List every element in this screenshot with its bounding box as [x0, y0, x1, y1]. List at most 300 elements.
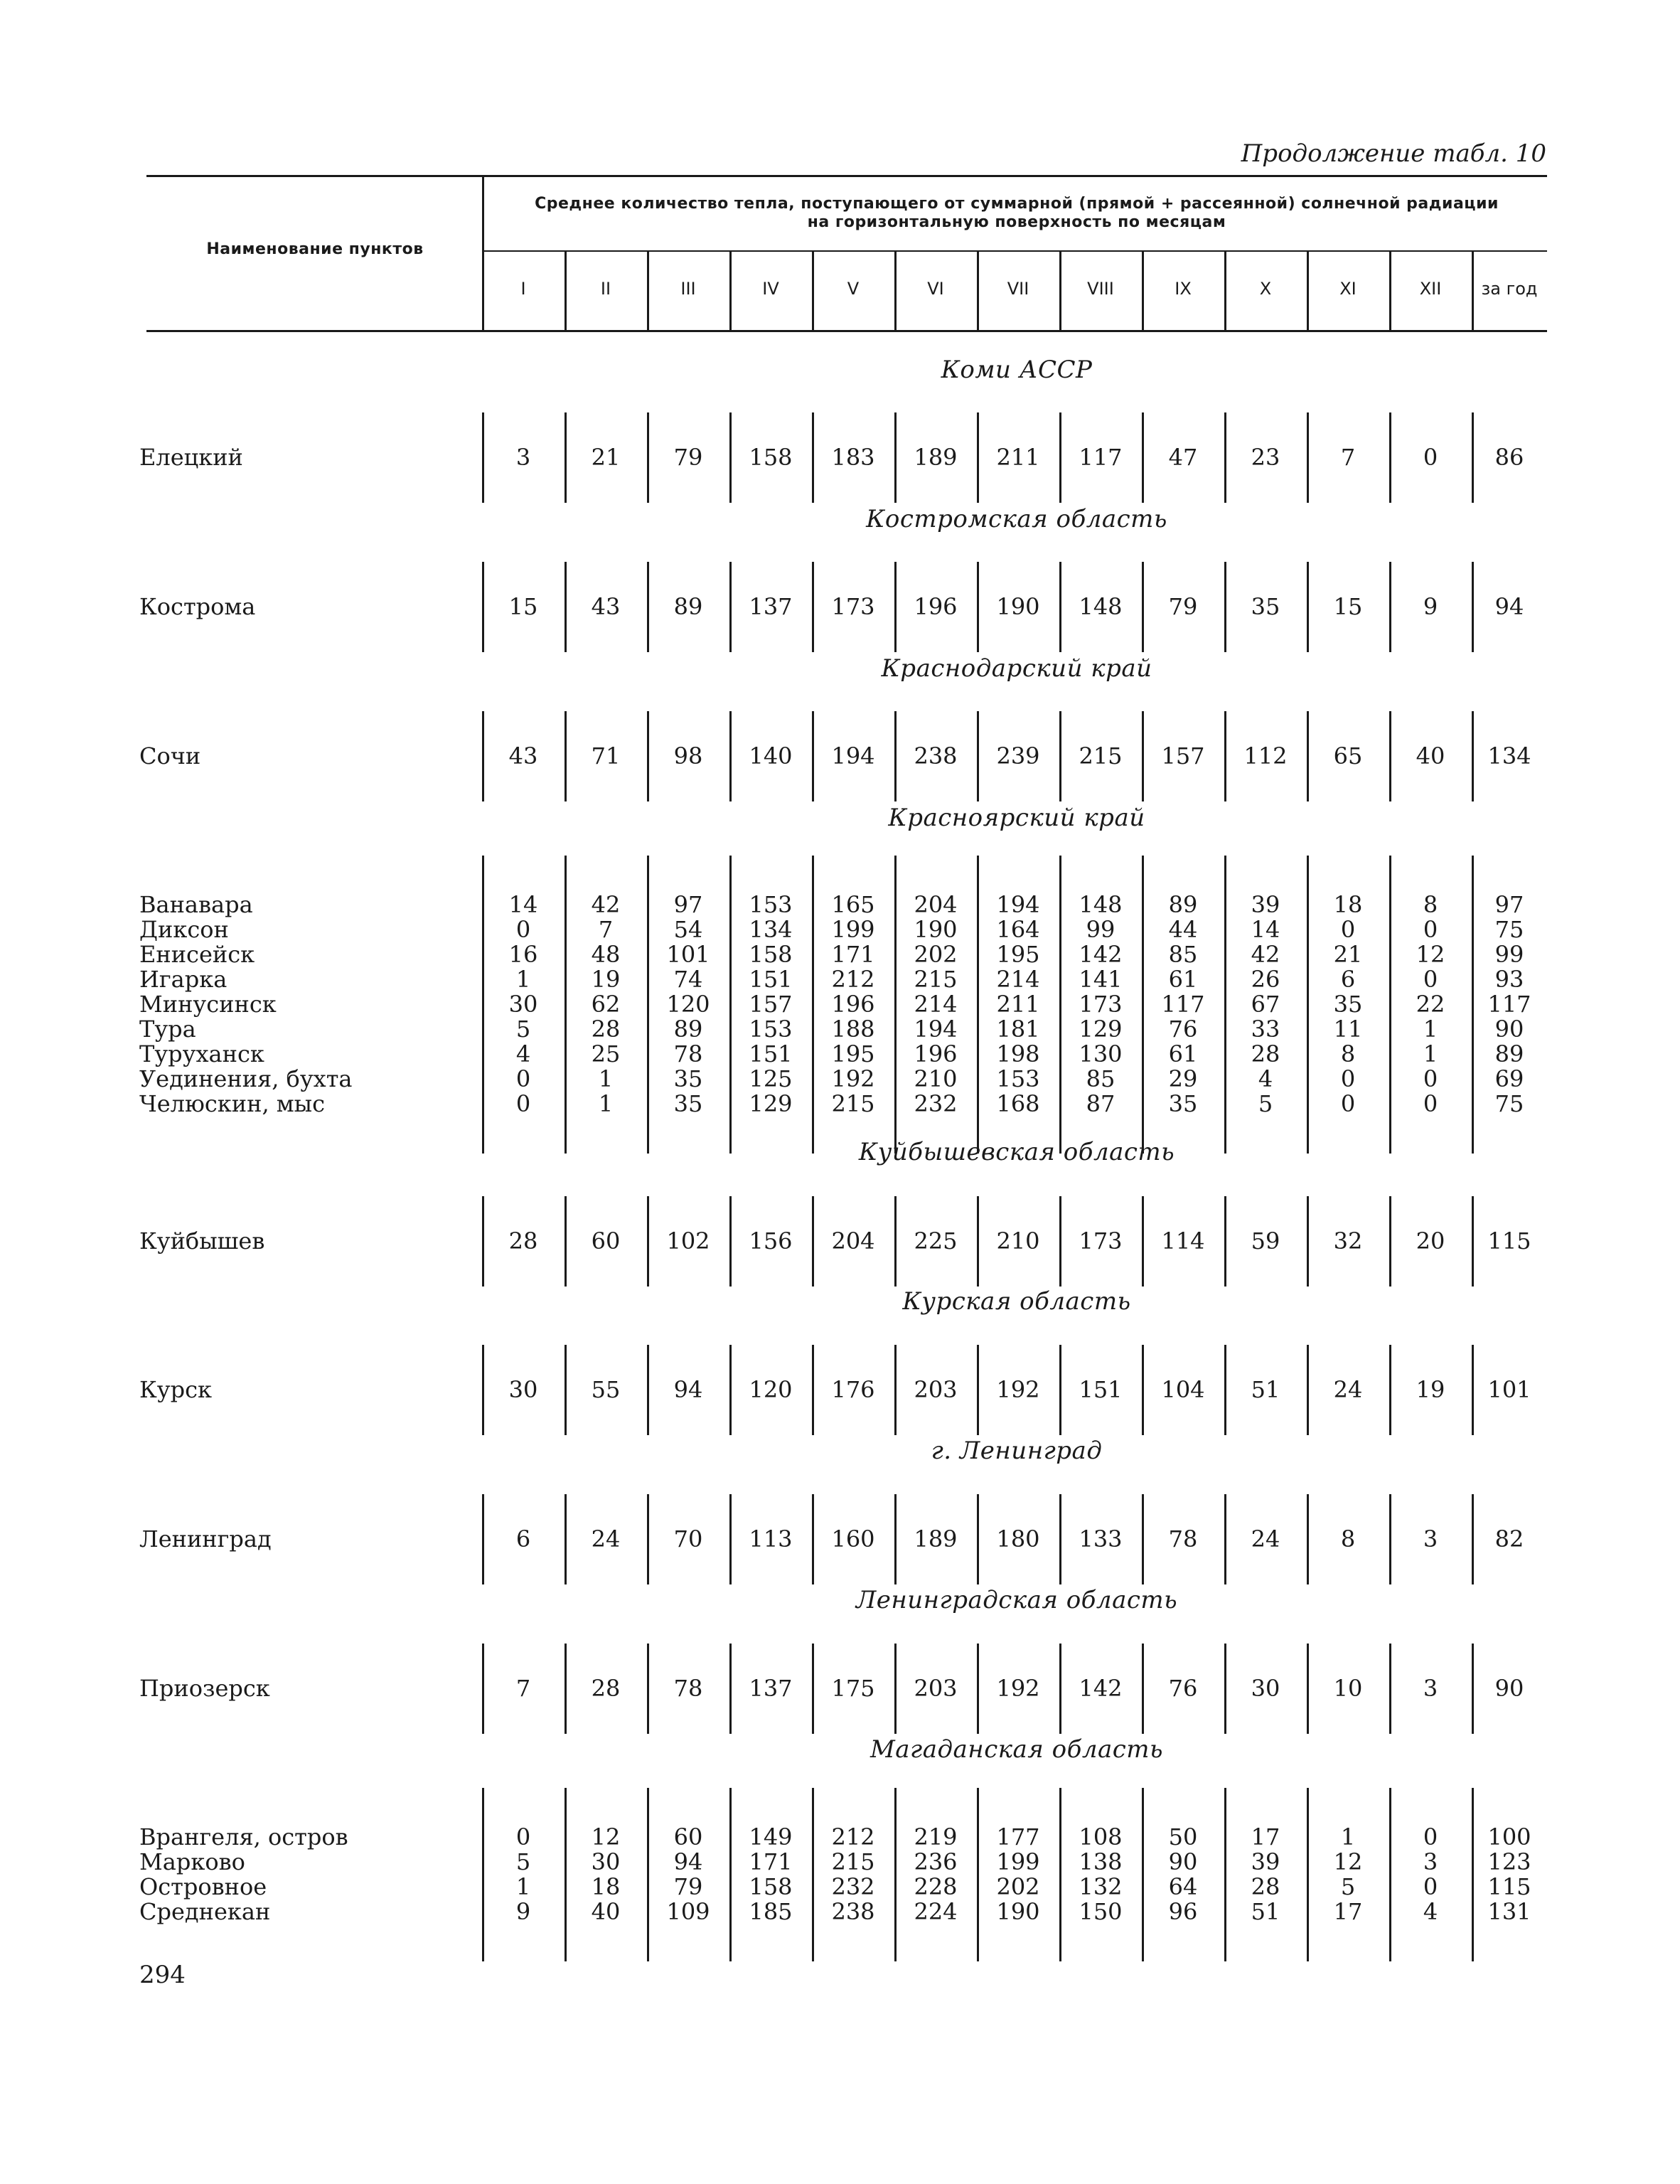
- header-column-separator: [1059, 250, 1061, 330]
- monthly-value: 196: [914, 593, 958, 620]
- monthly-value: 185: [749, 1898, 793, 1925]
- monthly-value: 24: [1251, 1525, 1280, 1552]
- annual-value: 97: [1494, 891, 1524, 918]
- monthly-value: 150: [1079, 1898, 1123, 1925]
- monthly-value: 12: [1416, 941, 1445, 968]
- monthly-value: 199: [831, 916, 875, 943]
- monthly-value: 0: [1340, 1090, 1356, 1117]
- monthly-value: 8: [1340, 1040, 1356, 1067]
- station-name: Игарка: [139, 966, 228, 993]
- monthly-value: 210: [996, 1227, 1040, 1255]
- monthly-value: 85: [1168, 941, 1198, 968]
- header-column-separator: [1142, 250, 1144, 330]
- monthly-value: 17: [1333, 1898, 1363, 1925]
- header-column-separator: [1472, 250, 1474, 330]
- monthly-span-header: [491, 195, 1543, 232]
- monthly-value: 212: [831, 966, 875, 993]
- station-name: Островное: [139, 1873, 267, 1900]
- monthly-value: 25: [591, 1040, 621, 1067]
- monthly-value: 55: [591, 1376, 621, 1403]
- station-name: Минусинск: [139, 991, 277, 1018]
- monthly-value: 194: [914, 1016, 958, 1043]
- monthly-value: 120: [749, 1376, 793, 1403]
- header-column-separator: [565, 250, 567, 330]
- monthly-value: 204: [831, 1227, 875, 1255]
- monthly-value: 113: [749, 1525, 793, 1552]
- monthly-value: 104: [1161, 1376, 1205, 1403]
- monthly-value: 151: [1079, 1376, 1123, 1403]
- section-title: Коми АССР: [941, 356, 1093, 384]
- monthly-value: 51: [1251, 1898, 1280, 1925]
- monthly-value: 50: [1168, 1823, 1198, 1850]
- monthly-value: 0: [1423, 444, 1438, 471]
- monthly-value: 79: [673, 444, 703, 471]
- monthly-value: 175: [831, 1675, 875, 1702]
- monthly-value: 0: [515, 1090, 531, 1117]
- monthly-value: 117: [1079, 444, 1123, 471]
- monthly-value: 7: [1340, 444, 1356, 471]
- monthly-value: 9: [515, 1898, 531, 1925]
- annual-value: 101: [1487, 1376, 1531, 1403]
- monthly-value: 0: [1340, 1065, 1356, 1092]
- monthly-value: 232: [831, 1873, 875, 1900]
- monthly-value: 192: [996, 1675, 1040, 1702]
- station-name: Енисейск: [139, 941, 255, 968]
- station-name: Ванавара: [139, 891, 253, 918]
- monthly-value: 157: [749, 991, 793, 1018]
- monthly-value: 64: [1168, 1873, 1198, 1900]
- monthly-value: 35: [1168, 1090, 1198, 1117]
- monthly-value: 0: [1423, 916, 1438, 943]
- monthly-value: 39: [1251, 1848, 1280, 1875]
- monthly-value: 61: [1168, 1040, 1198, 1067]
- station-name: Ленинград: [139, 1525, 272, 1552]
- annual-value: 75: [1494, 916, 1524, 943]
- annual-value: 99: [1494, 941, 1524, 968]
- monthly-value: 214: [914, 991, 958, 1018]
- monthly-value: 0: [515, 1065, 531, 1092]
- monthly-value: 214: [996, 966, 1040, 993]
- monthly-value: 130: [1079, 1040, 1123, 1067]
- monthly-value: 108: [1079, 1823, 1123, 1850]
- monthly-value: 6: [1340, 966, 1356, 993]
- page-number: 294: [139, 1961, 186, 1989]
- monthly-value: 183: [831, 444, 875, 471]
- station-name: Тура: [139, 1016, 196, 1043]
- monthly-value: 203: [914, 1675, 958, 1702]
- monthly-value: 192: [831, 1065, 875, 1092]
- monthly-value: 215: [1079, 742, 1123, 769]
- monthly-value: 101: [666, 941, 710, 968]
- annual-value: 75: [1494, 1090, 1524, 1117]
- month-header-12: XII: [1419, 279, 1442, 299]
- monthly-value: 4: [1423, 1898, 1438, 1925]
- monthly-value: 194: [996, 891, 1040, 918]
- station-name: Сочи: [139, 742, 201, 769]
- section-title: Краснодарский край: [881, 654, 1152, 683]
- monthly-value: 65: [1333, 742, 1363, 769]
- monthly-value: 74: [673, 966, 703, 993]
- monthly-value: 5: [515, 1848, 531, 1875]
- monthly-value: 4: [515, 1040, 531, 1067]
- monthly-value: 204: [914, 891, 958, 918]
- monthly-value: 21: [1333, 941, 1363, 968]
- monthly-value: 198: [996, 1040, 1040, 1067]
- monthly-value: 42: [591, 891, 621, 918]
- monthly-value: 132: [1079, 1873, 1123, 1900]
- monthly-value: 211: [996, 991, 1040, 1018]
- monthly-value: 96: [1168, 1898, 1198, 1925]
- monthly-value: 89: [673, 1016, 703, 1043]
- monthly-value: 4: [1258, 1065, 1273, 1092]
- monthly-value: 176: [831, 1376, 875, 1403]
- monthly-value: 189: [914, 444, 958, 471]
- monthly-value: 28: [591, 1675, 621, 1702]
- station-name: Курск: [139, 1376, 212, 1403]
- monthly-value: 211: [996, 444, 1040, 471]
- annual-value: 115: [1487, 1227, 1531, 1255]
- monthly-value: 142: [1079, 941, 1123, 968]
- section-title: Красноярский край: [888, 804, 1145, 832]
- monthly-value: 210: [914, 1065, 958, 1092]
- month-header-2: II: [600, 279, 611, 299]
- monthly-value: 7: [515, 1675, 531, 1702]
- monthly-value: 23: [1251, 444, 1280, 471]
- monthly-value: 195: [996, 941, 1040, 968]
- monthly-value: 219: [914, 1823, 958, 1850]
- header-column-separator: [894, 250, 897, 330]
- monthly-value: 44: [1168, 916, 1198, 943]
- monthly-value: 140: [749, 742, 793, 769]
- monthly-value: 199: [996, 1848, 1040, 1875]
- monthly-value: 14: [508, 891, 538, 918]
- monthly-value: 149: [749, 1823, 793, 1850]
- monthly-value: 181: [996, 1016, 1040, 1043]
- monthly-value: 173: [831, 593, 875, 620]
- monthly-value: 215: [914, 966, 958, 993]
- monthly-value: 215: [831, 1848, 875, 1875]
- header-column-separator: [812, 250, 814, 330]
- monthly-value: 59: [1251, 1227, 1280, 1255]
- monthly-value: 87: [1086, 1090, 1115, 1117]
- monthly-value: 137: [749, 593, 793, 620]
- monthly-value: 173: [1079, 991, 1123, 1018]
- header-column-separator: [1307, 250, 1309, 330]
- monthly-value: 42: [1251, 941, 1280, 968]
- monthly-value: 51: [1251, 1376, 1280, 1403]
- monthly-value: 196: [831, 991, 875, 1018]
- monthly-value: 5: [1340, 1873, 1356, 1900]
- monthly-value: 232: [914, 1090, 958, 1117]
- monthly-value: 85: [1086, 1065, 1115, 1092]
- monthly-value: 212: [831, 1823, 875, 1850]
- monthly-value: 20: [1416, 1227, 1445, 1255]
- monthly-value: 29: [1168, 1065, 1198, 1092]
- month-header-5: V: [847, 279, 860, 299]
- monthly-value: 156: [749, 1227, 793, 1255]
- monthly-value: 3: [1423, 1525, 1438, 1552]
- monthly-value: 171: [831, 941, 875, 968]
- monthly-value: 76: [1168, 1675, 1198, 1702]
- monthly-value: 180: [996, 1525, 1040, 1552]
- monthly-value: 18: [1333, 891, 1363, 918]
- monthly-value: 153: [996, 1065, 1040, 1092]
- monthly-value: 137: [749, 1675, 793, 1702]
- month-header-10: X: [1259, 279, 1272, 299]
- monthly-value: 71: [591, 742, 621, 769]
- monthly-value: 89: [1168, 891, 1198, 918]
- monthly-value: 133: [1079, 1525, 1123, 1552]
- month-header-7: VII: [1007, 279, 1029, 299]
- monthly-value: 5: [515, 1016, 531, 1043]
- monthly-value: 148: [1079, 593, 1123, 620]
- monthly-value: 192: [996, 1376, 1040, 1403]
- monthly-value: 15: [508, 593, 538, 620]
- annual-value: 117: [1487, 991, 1531, 1018]
- monthly-value: 61: [1168, 966, 1198, 993]
- monthly-value: 168: [996, 1090, 1040, 1117]
- header-column-separator: [647, 250, 649, 330]
- monthly-value: 1: [598, 1090, 614, 1117]
- monthly-value: 14: [1251, 916, 1280, 943]
- span-header-line-1: Среднее количество тепла, поступающего от суммарной (прямой + рассеянной) солнечной радиации: [535, 195, 1499, 213]
- month-header-3: III: [680, 279, 696, 299]
- monthly-value: 98: [673, 742, 703, 769]
- monthly-value: 153: [749, 1016, 793, 1043]
- monthly-value: 158: [749, 941, 793, 968]
- monthly-value: 1: [515, 1873, 531, 1900]
- month-header-11: XI: [1339, 279, 1357, 299]
- monthly-value: 151: [749, 1040, 793, 1067]
- header-column-separator: [729, 250, 732, 330]
- monthly-value: 120: [666, 991, 710, 1018]
- station-name: Приозерск: [139, 1675, 270, 1702]
- monthly-value: 188: [831, 1016, 875, 1043]
- monthly-value: 78: [1168, 1525, 1198, 1552]
- monthly-value: 11: [1333, 1016, 1363, 1043]
- monthly-value: 76: [1168, 1016, 1198, 1043]
- monthly-value: 47: [1168, 444, 1198, 471]
- monthly-value: 1: [1423, 1016, 1438, 1043]
- monthly-value: 35: [1333, 991, 1363, 1018]
- monthly-value: 129: [749, 1090, 793, 1117]
- monthly-value: 3: [1423, 1675, 1438, 1702]
- monthly-value: 1: [1340, 1823, 1356, 1850]
- monthly-value: 129: [1079, 1016, 1123, 1043]
- monthly-value: 141: [1079, 966, 1123, 993]
- monthly-value: 79: [1168, 593, 1198, 620]
- monthly-value: 94: [673, 1848, 703, 1875]
- month-header-9: IX: [1175, 279, 1192, 299]
- monthly-value: 0: [515, 1823, 531, 1850]
- table-top-rule: [146, 175, 1547, 177]
- monthly-value: 190: [914, 916, 958, 943]
- monthly-value: 0: [1423, 1823, 1438, 1850]
- station-name: Елецкий: [139, 444, 243, 471]
- annual-value: 86: [1494, 444, 1524, 471]
- section-title: Магаданская область: [870, 1735, 1164, 1764]
- monthly-value: 89: [673, 593, 703, 620]
- monthly-value: 224: [914, 1898, 958, 1925]
- monthly-value: 225: [914, 1227, 958, 1255]
- section-title: Курская область: [902, 1287, 1131, 1316]
- monthly-value: 142: [1079, 1675, 1123, 1702]
- monthly-value: 24: [591, 1525, 621, 1552]
- monthly-value: 171: [749, 1848, 793, 1875]
- monthly-value: 158: [749, 1873, 793, 1900]
- monthly-value: 0: [1423, 966, 1438, 993]
- monthly-value: 17: [1251, 1823, 1280, 1850]
- monthly-value: 0: [1423, 1090, 1438, 1117]
- monthly-value: 30: [508, 1376, 538, 1403]
- monthly-value: 90: [1168, 1848, 1198, 1875]
- monthly-value: 10: [1333, 1675, 1363, 1702]
- monthly-value: 151: [749, 966, 793, 993]
- station-name: Туруханск: [139, 1040, 264, 1067]
- monthly-value: 16: [508, 941, 538, 968]
- annual-value: 123: [1487, 1848, 1531, 1875]
- monthly-value: 28: [1251, 1873, 1280, 1900]
- monthly-value: 15: [1333, 593, 1363, 620]
- monthly-value: 60: [591, 1227, 621, 1255]
- monthly-value: 117: [1161, 991, 1205, 1018]
- monthly-value: 12: [591, 1823, 621, 1850]
- monthly-value: 173: [1079, 1227, 1123, 1255]
- station-name: Среднекан: [139, 1898, 271, 1925]
- monthly-value: 18: [591, 1873, 621, 1900]
- monthly-value: 7: [598, 916, 614, 943]
- monthly-value: 109: [666, 1898, 710, 1925]
- monthly-value: 0: [1423, 1065, 1438, 1092]
- monthly-value: 30: [591, 1848, 621, 1875]
- monthly-value: 35: [673, 1065, 703, 1092]
- monthly-value: 134: [749, 916, 793, 943]
- monthly-value: 194: [831, 742, 875, 769]
- monthly-value: 35: [1251, 593, 1280, 620]
- header-column-separator: [1389, 250, 1391, 330]
- monthly-value: 190: [996, 593, 1040, 620]
- monthly-value: 1: [598, 1065, 614, 1092]
- station-name: Врангеля, остров: [139, 1823, 348, 1850]
- annual-value: 89: [1494, 1040, 1524, 1067]
- monthly-value: 43: [591, 593, 621, 620]
- monthly-value: 78: [673, 1675, 703, 1702]
- station-name: Марково: [139, 1848, 245, 1875]
- monthly-value: 114: [1161, 1227, 1205, 1255]
- station-name: Уединения, бухта: [139, 1065, 353, 1092]
- monthly-value: 22: [1416, 991, 1445, 1018]
- header-column-separator: [482, 176, 484, 330]
- monthly-value: 239: [996, 742, 1040, 769]
- monthly-value: 138: [1079, 1848, 1123, 1875]
- monthly-value: 35: [673, 1090, 703, 1117]
- monthly-value: 43: [508, 742, 538, 769]
- monthly-value: 94: [673, 1376, 703, 1403]
- section-title: Костромская область: [866, 505, 1167, 533]
- monthly-value: 5: [1258, 1090, 1273, 1117]
- monthly-value: 30: [1251, 1675, 1280, 1702]
- annual-value: 94: [1494, 593, 1524, 620]
- month-header-1: I: [520, 279, 526, 299]
- monthly-value: 238: [914, 742, 958, 769]
- monthly-value: 202: [996, 1873, 1040, 1900]
- monthly-value: 33: [1251, 1016, 1280, 1043]
- table-caption: Продолжение табл. 10: [1241, 139, 1546, 168]
- annual-value: 100: [1487, 1823, 1531, 1850]
- monthly-value: 99: [1086, 916, 1115, 943]
- header-inner-rule: [482, 250, 1547, 252]
- monthly-value: 70: [673, 1525, 703, 1552]
- monthly-value: 0: [1340, 916, 1356, 943]
- station-name: Челюскин, мыс: [139, 1090, 326, 1117]
- annual-value: 90: [1494, 1675, 1524, 1702]
- monthly-value: 202: [914, 941, 958, 968]
- section-title: Куйбышевская область: [858, 1138, 1175, 1166]
- monthly-value: 28: [591, 1016, 621, 1043]
- monthly-value: 26: [1251, 966, 1280, 993]
- annual-value: 134: [1487, 742, 1531, 769]
- monthly-value: 1: [515, 966, 531, 993]
- monthly-value: 32: [1333, 1227, 1363, 1255]
- station-name: Кострома: [139, 593, 256, 620]
- header-column-separator: [977, 250, 979, 330]
- monthly-value: 125: [749, 1065, 793, 1092]
- monthly-value: 164: [996, 916, 1040, 943]
- monthly-value: 3: [1423, 1848, 1438, 1875]
- monthly-value: 79: [673, 1873, 703, 1900]
- annual-value: 90: [1494, 1016, 1524, 1043]
- month-header-6: VI: [927, 279, 944, 299]
- monthly-value: 12: [1333, 1848, 1363, 1875]
- station-name: Куйбышев: [139, 1227, 265, 1255]
- monthly-value: 228: [914, 1873, 958, 1900]
- annual-value: 82: [1494, 1525, 1524, 1552]
- monthly-value: 3: [515, 444, 531, 471]
- monthly-value: 195: [831, 1040, 875, 1067]
- monthly-value: 62: [591, 991, 621, 1018]
- header-column-separator: [1224, 250, 1226, 330]
- name-column-header: Наименование пунктов: [206, 240, 424, 258]
- station-name: Диксон: [139, 916, 229, 943]
- monthly-value: 160: [831, 1525, 875, 1552]
- monthly-value: 40: [591, 1898, 621, 1925]
- monthly-value: 0: [515, 916, 531, 943]
- section-title: г. Ленинград: [931, 1437, 1103, 1465]
- monthly-value: 153: [749, 891, 793, 918]
- monthly-value: 0: [1423, 1873, 1438, 1900]
- monthly-value: 30: [508, 991, 538, 1018]
- month-header-8: VIII: [1087, 279, 1114, 299]
- monthly-value: 19: [1416, 1376, 1445, 1403]
- monthly-value: 8: [1423, 891, 1438, 918]
- monthly-value: 60: [673, 1823, 703, 1850]
- monthly-value: 9: [1423, 593, 1438, 620]
- monthly-value: 238: [831, 1898, 875, 1925]
- monthly-value: 148: [1079, 891, 1123, 918]
- monthly-value: 24: [1333, 1376, 1363, 1403]
- monthly-value: 40: [1416, 742, 1445, 769]
- monthly-value: 236: [914, 1848, 958, 1875]
- monthly-value: 8: [1340, 1525, 1356, 1552]
- monthly-value: 19: [591, 966, 621, 993]
- monthly-value: 189: [914, 1525, 958, 1552]
- monthly-value: 165: [831, 891, 875, 918]
- annual-value: 115: [1487, 1873, 1531, 1900]
- monthly-value: 157: [1161, 742, 1205, 769]
- monthly-value: 102: [666, 1227, 710, 1255]
- monthly-value: 158: [749, 444, 793, 471]
- annual-value: 69: [1494, 1065, 1524, 1092]
